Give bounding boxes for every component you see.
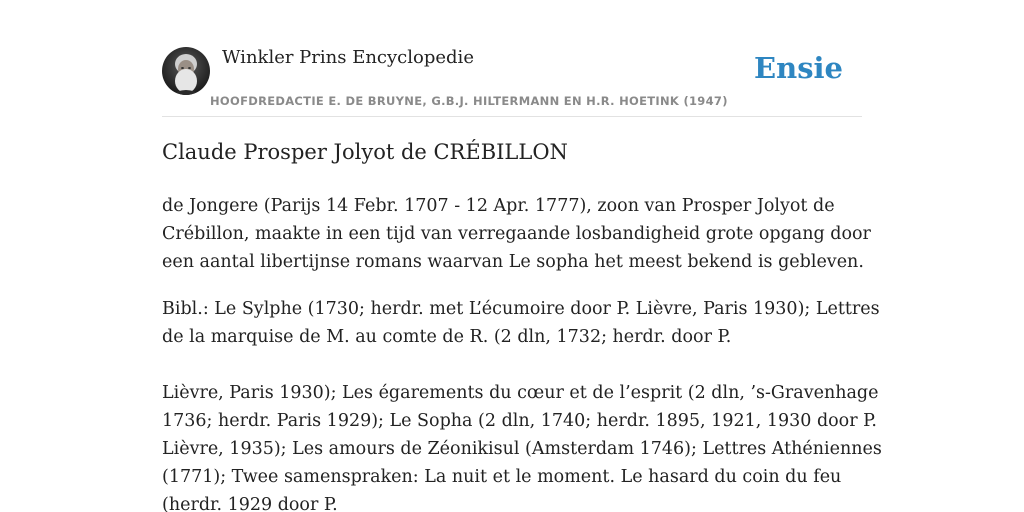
text-line: Lièvre, Paris 1930); Les égarements du cœur et de l’esprit (2 dln, ’s-Gravenhage [162,383,879,403]
text-line: Lièvre, 1935); Les amours de Zéonikisul (Amsterdam 1746); Lettres Athéniennes [162,439,882,459]
site-title: Winkler Prins Encyclopedie [222,47,474,68]
text-line: Bibl.: Le Sylphe (1730; herdr. met L’écumoire door P. Lièvre, Paris 1930); Lettres [162,299,880,319]
article-body [162,192,882,512]
text-line: (herdr. 1929 door P. [162,495,338,512]
portrait-photo-icon [162,47,210,95]
text-line: de Jongere (Parijs 14 Febr. 1707 - 12 Apr. 1777), zoon van Prosper Jolyot de [162,196,835,216]
editorial-credit: HOOFDREDACTIE E. DE BRUYNE, G.B.J. HILTERMANN EN H.R. HOETINK (1947) [210,94,728,108]
paragraph-bibliography [162,295,882,512]
blank-line [162,351,862,379]
avatar[interactable] [162,47,210,95]
text-line: Crébillon, maakte in een tijd van verregaande losbandigheid grote opgang door [162,224,871,244]
text-line: een aantal libertijnse romans waarvan Le sopha het meest bekend is gebleven. [162,252,864,272]
text-line: de la marquise de M. au comte de R. (2 dln, 1732; herdr. door P. [162,327,732,347]
brand-logo-link[interactable]: Ensie [754,51,843,85]
article-title: Claude Prosper Jolyot de CRÉBILLON [162,140,568,164]
text-line: 1736; herdr. Paris 1929); Le Sopha (2 dln, 1740; herdr. 1895, 1921, 1930 door P. [162,411,877,431]
site-header [162,44,862,117]
paragraph-biography [162,192,871,276]
text-line: (1771); Twee samenspraken: La nuit et le moment. Le hasard du coin du feu [162,467,842,487]
